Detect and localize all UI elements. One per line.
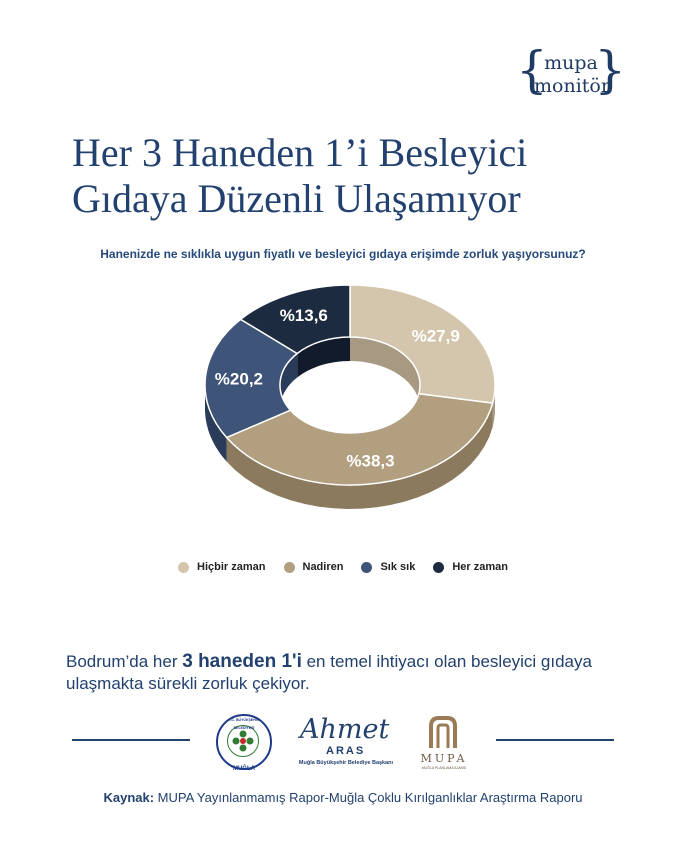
mayor-title: Muğla Büyükşehir Belediye Başkanı xyxy=(298,760,394,766)
seal-top-text: T.C. BÜYÜKŞEHİR BELEDİYESİ xyxy=(228,718,260,730)
legend-swatch xyxy=(361,562,372,573)
key-finding xyxy=(66,651,646,695)
source-text: MUPA Yayınlanmamış Rapor-Muğla Çoklu Kırılganlıklar Araştırma Raporu xyxy=(154,790,583,805)
legend-label: Hiçbir zaman xyxy=(197,561,266,573)
mupa-monitor-logo xyxy=(516,41,626,106)
left-brace-icon: { xyxy=(516,41,548,99)
finding-highlight: 3 haneden 1'i xyxy=(182,651,302,672)
legend-label: Nadiren xyxy=(302,561,344,573)
right-divider xyxy=(496,739,614,741)
title-line-1: Her 3 Haneden 1’i Besleyici xyxy=(72,130,528,175)
donut-chart xyxy=(0,260,686,550)
legend-swatch xyxy=(284,562,295,573)
mupa-wordmark: MUPA xyxy=(420,752,468,765)
partner-logos xyxy=(0,712,686,782)
legend-item xyxy=(284,561,344,573)
source-label: Kaynak: xyxy=(103,790,155,805)
legend-item xyxy=(361,561,415,573)
title-line-2: Gıdaya Düzenli Ulaşamıyor xyxy=(72,176,521,221)
brand-line-1: mupa xyxy=(544,52,598,74)
brand-line-2: monitör xyxy=(534,75,610,97)
slice-data-label: %27,9 xyxy=(411,326,460,346)
mupa-subtitle: MUĞLA PLANLAMA AJANSI xyxy=(421,766,467,770)
left-divider xyxy=(72,739,190,741)
slice-data-label: %38,3 xyxy=(346,451,395,471)
mayor-surname: ARAS xyxy=(326,745,366,757)
mupa-arch-icon xyxy=(418,714,468,755)
finding-text-start: Bodrum’da her xyxy=(66,652,183,671)
legend-swatch xyxy=(178,562,189,573)
seal-bottom-text: MUĞLA xyxy=(233,766,255,772)
legend-swatch xyxy=(433,562,444,573)
legend-item xyxy=(433,561,508,573)
mugla-municipality-seal xyxy=(216,714,272,770)
mayor-signature: Ahmet xyxy=(300,714,390,745)
source-note xyxy=(0,790,686,805)
page-title xyxy=(72,130,632,222)
finding-text-end: en temel ihtiyacı olan besleyici gıdaya ulaşmakta sürekli zorluk çekiyor. xyxy=(66,652,592,693)
legend-label: Her zaman xyxy=(452,561,508,573)
chart-legend xyxy=(0,561,686,573)
slice-data-label: %20,2 xyxy=(214,369,264,389)
right-brace-icon: } xyxy=(594,41,626,99)
survey-question: Hanenizde ne sıklıkla uygun fiyatlı ve besleyici gıdaya erişimde zorluk yaşıyorsunuz? xyxy=(100,247,586,261)
legend-label: Sık sık xyxy=(380,561,416,573)
slice-data-label: %13,6 xyxy=(279,305,328,325)
legend-item xyxy=(178,561,265,573)
